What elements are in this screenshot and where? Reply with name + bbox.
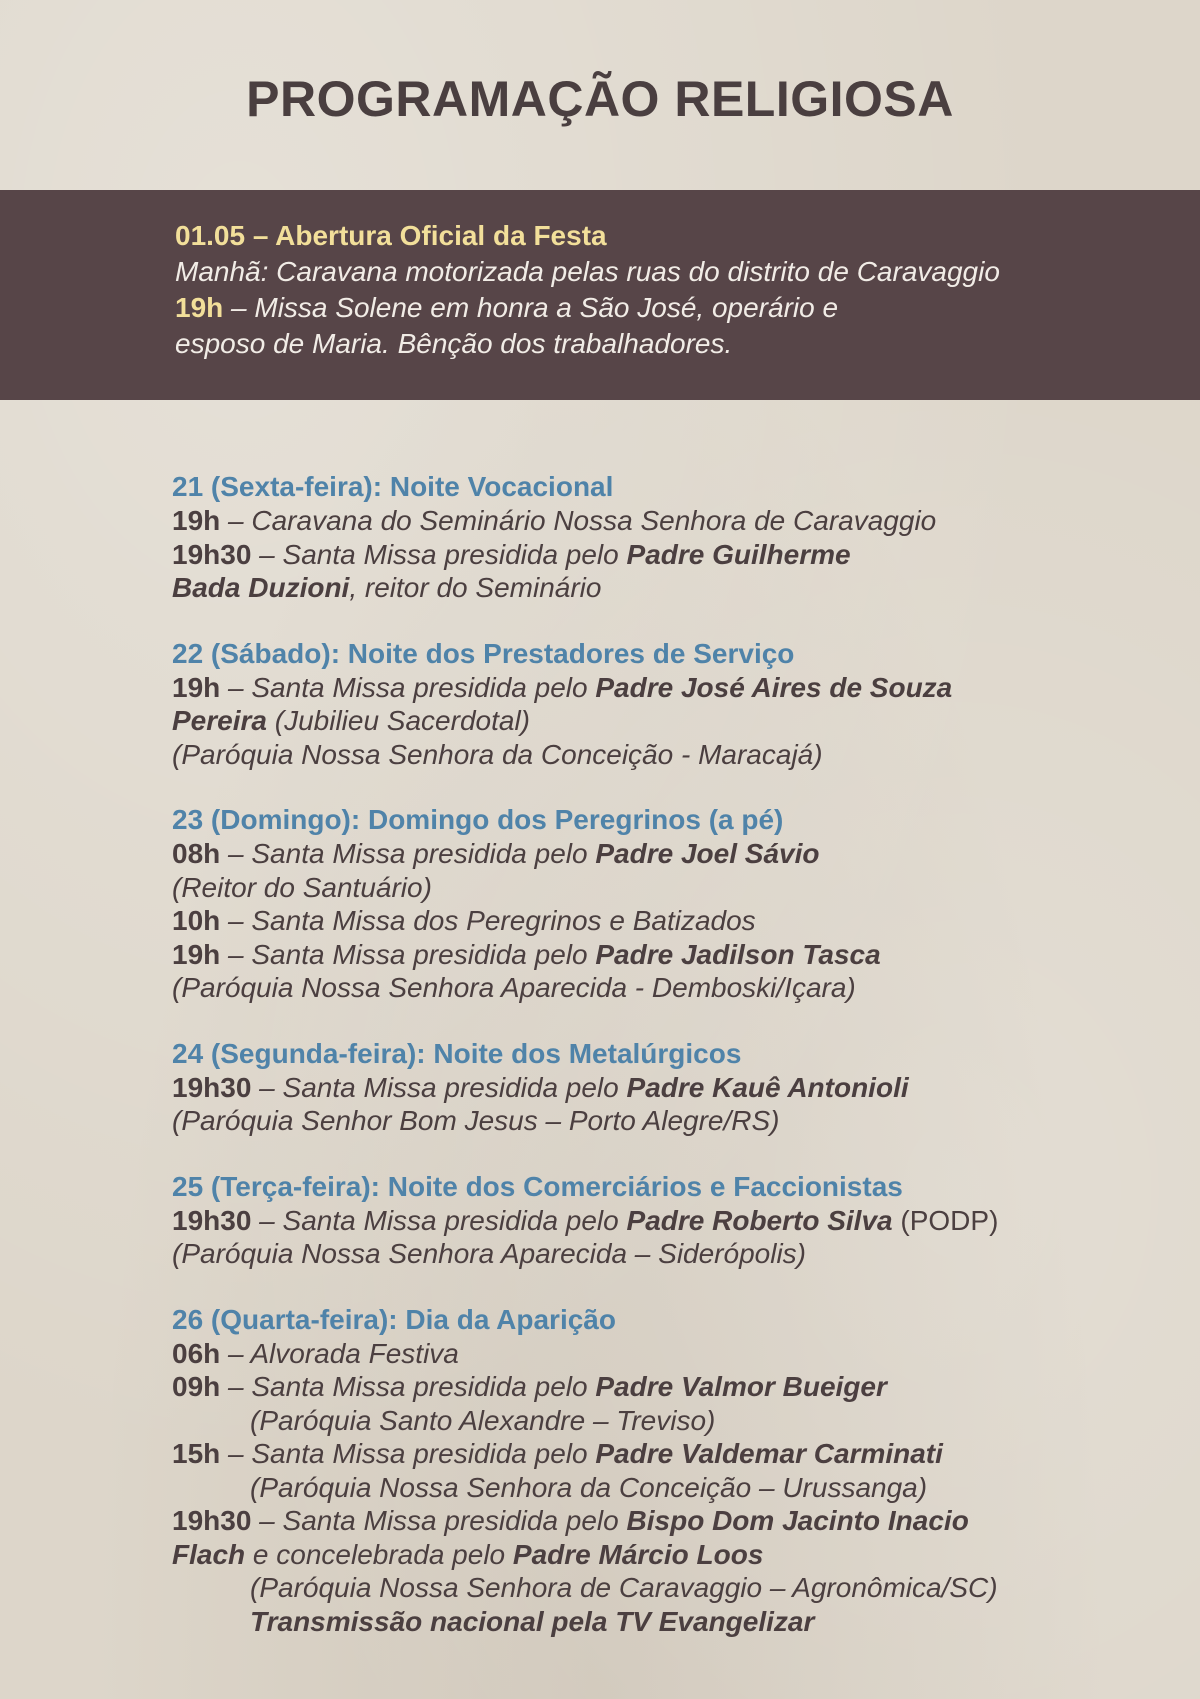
text: – Santa Missa presidida pelo [220, 671, 596, 703]
opening-line-2 [175, 290, 1160, 326]
celebrant: Flach [172, 1538, 246, 1570]
schedule [172, 470, 1172, 1670]
celebrant: Bispo Dom Jacinto Inacio [626, 1505, 969, 1536]
time: 08h [172, 838, 221, 869]
opening-line-2-text: – Missa Solene em honra a São José, operário e [223, 292, 839, 323]
schedule-line [172, 504, 1172, 538]
text: – Santa Missa dos Peregrinos e Batizados [220, 905, 756, 936]
opening-banner [0, 190, 1200, 400]
text: , reitor do Seminário [349, 572, 602, 603]
parish-line: (Reitor do Santuário) [172, 871, 432, 903]
celebrant: Pereira [172, 705, 267, 736]
opening-line-3: esposo de Maria. Bênção dos trabalhadores. [175, 328, 733, 359]
text: – Santa Missa presidida pelo [251, 1071, 627, 1103]
time: 19h30 [172, 1505, 252, 1536]
text: – Santa Missa presidida pelo [220, 938, 596, 970]
celebrant: Padre Jadilson Tasca [595, 938, 881, 970]
day-25 [172, 1170, 1172, 1271]
schedule-line [172, 1337, 1172, 1371]
celebrant: Padre Joel Sávio [595, 838, 820, 869]
time: 19h30 [172, 1071, 252, 1103]
text: – Santa Missa presidida pelo [251, 538, 627, 570]
schedule-line [172, 538, 1172, 572]
day-24 [172, 1037, 1172, 1138]
page-title: PROGRAMAÇÃO RELIGIOSA [246, 71, 954, 127]
day-title: 25 (Terça-feira): Noite dos Comerciários e Faccionistas [172, 1170, 903, 1202]
parish-line: (Paróquia Nossa Senhora da Conceição - Maracajá) [172, 738, 823, 770]
celebrant: Padre Márcio Loos [512, 1538, 764, 1570]
day-title: 21 (Sexta-feira): Noite Vocacional [172, 471, 614, 502]
schedule-line [172, 671, 1172, 705]
time: 09h [172, 1371, 221, 1402]
text: – Santa Missa presidida pelo [251, 1505, 627, 1536]
day-title: 22 (Sábado): Noite dos Prestadores de Serviço [172, 637, 795, 669]
opening-heading: 01.05 – Abertura Oficial da Festa [175, 220, 607, 251]
day-22 [172, 637, 1172, 772]
text: – Caravana do Seminário Nossa Senhora de Caravaggio [220, 505, 937, 536]
broadcast-note: Transmissão nacional pela TV Evangelizar [250, 1605, 815, 1637]
text: – Santa Missa presidida pelo [251, 1204, 627, 1236]
time: 19h [172, 505, 221, 536]
schedule-line [172, 837, 1172, 871]
text: (PODP) [892, 1204, 999, 1236]
schedule-line [172, 1370, 1172, 1404]
parish-line: (Paróquia Nossa Senhora de Caravaggio – Agronômica/SC) [250, 1572, 998, 1603]
parish-line: (Paróquia Santo Alexandre – Treviso) [250, 1404, 716, 1436]
schedule-line [172, 1204, 1172, 1238]
parish-line: (Paróquia Nossa Senhora Aparecida - Demboski/Içara) [172, 972, 856, 1003]
time: 06h [172, 1337, 221, 1369]
day-title: 26 (Quarta-feira): Dia da Aparição [172, 1303, 616, 1335]
day-title: 24 (Segunda-feira): Noite dos Metalúrgicos [172, 1037, 742, 1069]
celebrant: Padre José Aires de Souza [595, 671, 953, 703]
text: – Santa Missa presidida pelo [220, 1371, 596, 1402]
time: 15h [172, 1438, 221, 1469]
opening-line-1: Manhã: Caravana motorizada pelas ruas do distrito de Caravaggio [175, 256, 1000, 287]
schedule-line [172, 571, 1172, 605]
parish-line: (Paróquia Senhor Bom Jesus – Porto Alegre/RS) [172, 1105, 780, 1136]
celebrant: Padre Roberto Silva [626, 1204, 893, 1236]
schedule-line [172, 1071, 1172, 1105]
opening-time: 19h [175, 292, 224, 323]
text: – Alvorada Festiva [220, 1337, 459, 1369]
time: 19h [172, 938, 221, 970]
time: 19h [172, 671, 221, 703]
schedule-line [172, 1437, 1172, 1471]
day-21 [172, 470, 1172, 605]
schedule-line [172, 704, 1172, 738]
schedule-line [172, 938, 1172, 972]
schedule-line [172, 1504, 1172, 1538]
text: – Santa Missa presidida pelo [220, 838, 596, 869]
text: (Jubilieu Sacerdotal) [266, 705, 530, 736]
celebrant: Padre Kauê Antonioli [626, 1071, 909, 1103]
celebrant: Padre Valdemar Carminati [595, 1438, 943, 1469]
day-26 [172, 1303, 1172, 1639]
schedule-line [172, 904, 1172, 938]
celebrant: Bada Duzioni [172, 572, 350, 603]
parish-line: (Paróquia Nossa Senhora da Conceição – Urussanga) [250, 1471, 928, 1503]
time: 10h [172, 905, 221, 936]
time: 19h30 [172, 1204, 252, 1236]
time: 19h30 [172, 538, 252, 570]
day-title: 23 (Domingo): Domingo dos Peregrinos (a pé) [172, 804, 784, 835]
text: – Santa Missa presidida pelo [220, 1438, 596, 1469]
parish-line: (Paróquia Nossa Senhora Aparecida – Siderópolis) [172, 1238, 806, 1269]
celebrant: Padre Guilherme [626, 538, 851, 570]
day-23 [172, 803, 1172, 1005]
celebrant: Padre Valmor Bueiger [595, 1371, 887, 1402]
schedule-line [172, 1538, 1172, 1572]
text: e concelebrada pelo [245, 1538, 513, 1570]
